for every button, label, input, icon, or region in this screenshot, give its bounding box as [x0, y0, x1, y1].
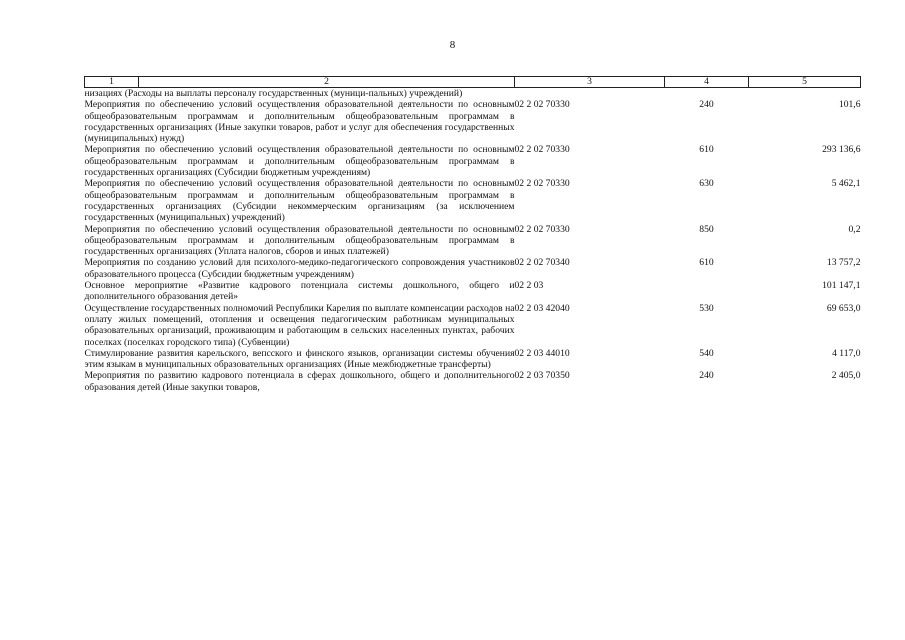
table-row: [85, 99, 861, 144]
amount: 4 117,0: [832, 347, 861, 359]
expense-name: низациях (Расходы на выплаты персоналу государственных (муници-пальных) учреждений): [84, 88, 463, 99]
expense-type: 610: [699, 144, 714, 156]
table-row: [85, 224, 861, 258]
table-row: [85, 88, 861, 100]
amount: [749, 88, 861, 100]
table-row: [85, 178, 861, 223]
expense-name: Осуществление государственных полномочий Республики Карелия по выплате компенсации расходов на оплату жилых помещений, отопления и освещения педагогическим работникам муниципальных образовательных организаций, проживающим и работающим в сельских населенных пунктах, рабочих поселках (поселках городского типа) (Субвенции): [84, 302, 515, 348]
table-row: [85, 280, 861, 303]
column-header-3: 3: [515, 77, 665, 88]
expense-name: Мероприятия по обеспечению условий осуществления образовательной деятельности по основным общеобразовательным программам и дополнительным общеобразовательным программам в государственных организациях (Уплата налогов, сборов и иных платежей): [84, 223, 515, 258]
expense-type: 610: [699, 257, 714, 269]
table-row: [85, 348, 861, 371]
budget-table: [84, 76, 861, 393]
expense-name: Мероприятия по обеспечению условий осуществления образовательной деятельности по основным общеобразовательным программам и дополнительным общеобразовательным программам в государственных организациях (Иные закупки товаров, работ и услуг для обеспечения государственных (муниципальных) нужд): [84, 99, 515, 145]
amount: 13 757,2: [826, 257, 861, 269]
budget-code: 02 2 03 42040: [514, 302, 570, 314]
amount: 2 405,0: [831, 370, 861, 382]
expense-name: Основное мероприятие «Развитие кадрового потенциала системы дошкольного, общего и дополнительного образования детей»: [84, 280, 515, 303]
expense-type: 630: [699, 178, 714, 190]
column-header-4: 4: [665, 77, 749, 88]
expense-name: Мероприятия по обеспечению условий осуществления образовательной деятельности по основным общеобразовательным программам и дополнительным общеобразовательным программам в государственных организациях (Субсидии некоммерческим организациям (за исключением государственных (муниципальных) учреждений): [84, 178, 515, 224]
table-header: [85, 77, 861, 88]
budget-code: 02 2 02 70340: [514, 257, 570, 269]
expense-type: 850: [699, 223, 714, 235]
amount: 101 147,1: [822, 280, 861, 292]
budget-code: 02 2 03 44010: [514, 347, 570, 359]
expense-name: Мероприятия по развитию кадрового потенциала в сферах дошкольного, общего и дополнительного образования детей (Иные закупки товаров,: [84, 370, 515, 393]
table-row: [85, 370, 861, 393]
column-header-1: 1: [85, 77, 139, 88]
expense-type: 240: [699, 370, 714, 382]
budget-code: 02 2 02 70330: [514, 223, 570, 235]
header-row: [85, 77, 861, 88]
budget-code: 02 2 02 70330: [514, 178, 570, 190]
expense-type: 540: [699, 347, 714, 359]
expense-type: 240: [699, 99, 714, 111]
budget-code: 02 2 03 70350: [514, 370, 570, 382]
page-number: 8: [449, 39, 456, 51]
column-header-5: 5: [749, 77, 861, 88]
budget-code: 02 2 02 70330: [514, 144, 570, 156]
column-header-2: 2: [139, 77, 515, 88]
expense-type: 530: [699, 302, 714, 314]
amount: 0,2: [848, 223, 861, 235]
amount: 5 462,1: [831, 178, 861, 190]
table-row: [85, 303, 861, 348]
budget-code: 02 2 03: [514, 280, 544, 292]
amount: 69 653,0: [826, 302, 861, 314]
budget-code: 02 2 02 70330: [514, 99, 570, 111]
expense-name: Стимулирование развития карельского, вепсского и финского языков, организации системы обучения этим языкам в муниципальных образовательных организациях (Иные межбюджетные трансферты): [84, 347, 515, 371]
expense-name: Мероприятия по обеспечению условий осуществления образовательной деятельности по основным общеобразовательным программам и дополнительным общеобразовательным программам в государственных организациях (Субсидии бюджетным учреждениям): [84, 144, 515, 179]
table-body: [85, 88, 861, 394]
amount: 101,6: [838, 99, 861, 111]
budget-code: [515, 88, 665, 100]
expense-name: Мероприятия по созданию условий для психолого-медико-педагогического сопровождения участников образовательного процесса (Субсидии бюджетным учреждениям): [84, 257, 515, 280]
expense-type: [665, 280, 749, 303]
expense-type: [665, 88, 749, 100]
table-row: [85, 144, 861, 178]
table-row: [85, 257, 861, 280]
amount: 293 136,6: [822, 144, 861, 156]
